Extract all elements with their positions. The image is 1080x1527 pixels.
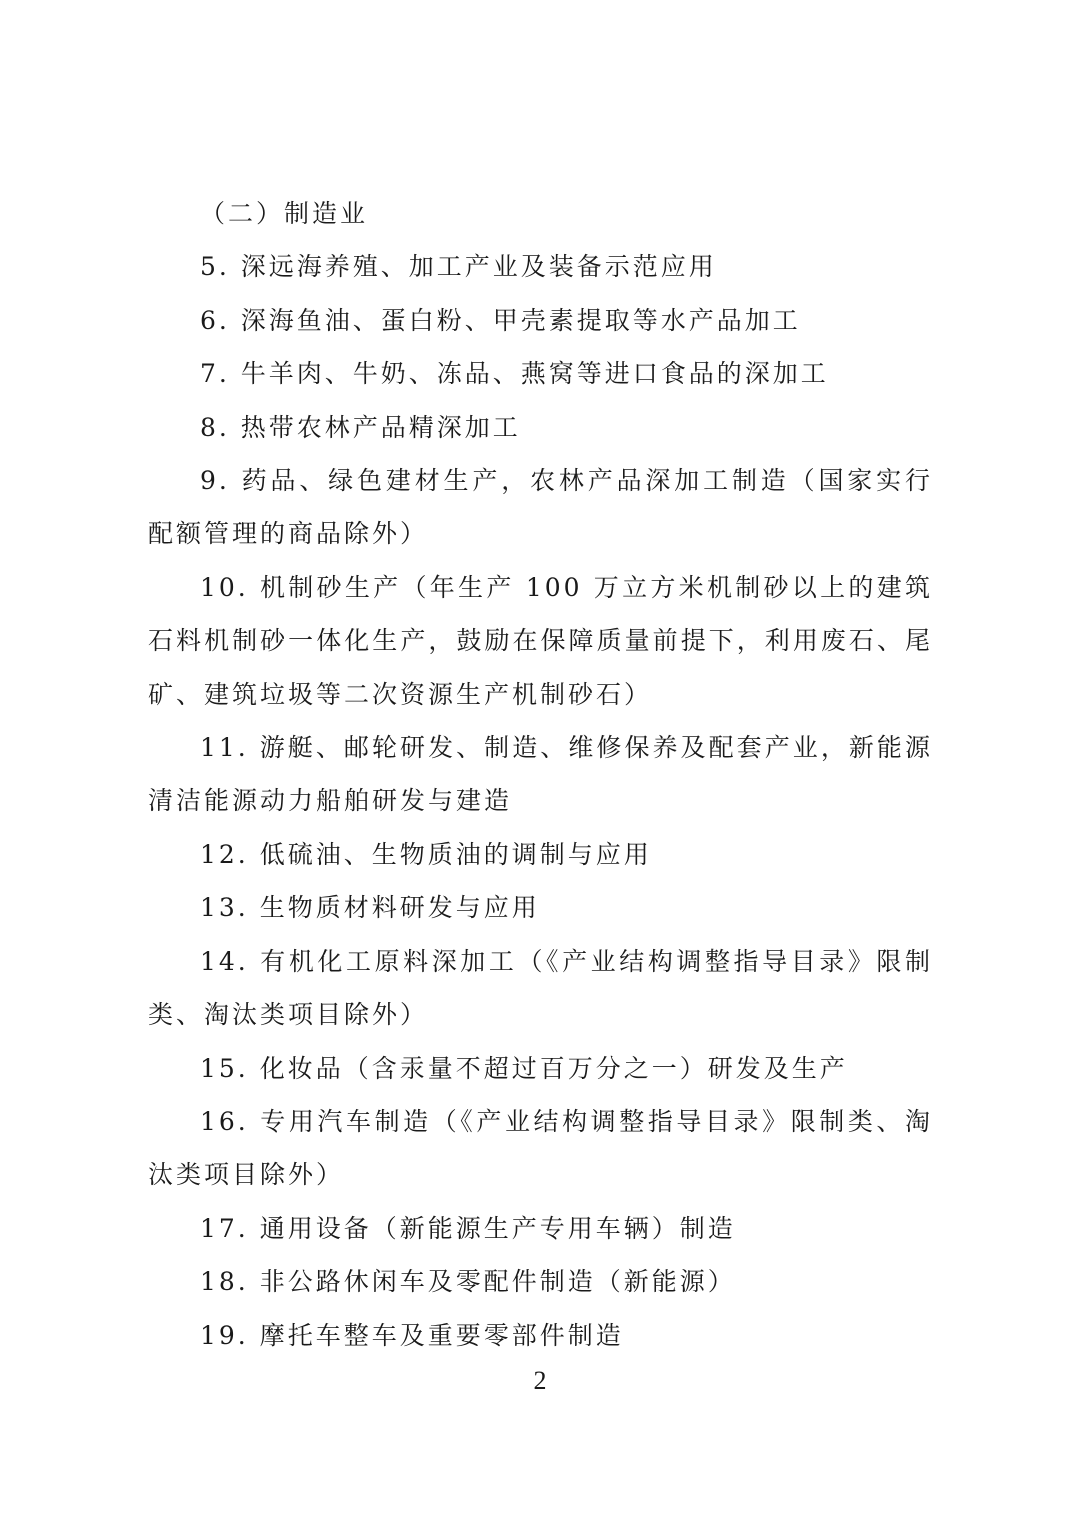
list-item-15: 15. 化妆品（含汞量不超过百万分之一）研发及生产 <box>200 1053 848 1083</box>
list-item-5: 5. 深远海养殖、加工产业及装备示范应用 <box>200 252 717 282</box>
document-body <box>148 187 933 1362</box>
list-item-7: 7. 牛羊肉、牛奶、冻品、燕窝等进口食品的深加工 <box>200 359 829 389</box>
list-item-8: 8. 热带农林产品精深加工 <box>200 412 521 442</box>
list-item-10: 10. 机制砂生产（年生产 100 万立方米机制砂以上的建筑石料机制砂一体化生产，鼓励在保障质量前提下，利用废石、尾矿、建筑垃圾等二次资源生产机制砂石） <box>148 572 933 709</box>
list-item-17: 17. 通用设备（新能源生产专用车辆）制造 <box>200 1213 736 1243</box>
list-item-16: 16. 专用汽车制造（《产业结构调整指导目录》限制类、淘汰类项目除外） <box>148 1106 933 1190</box>
list-item-11: 11. 游艇、邮轮研发、制造、维修保养及配套产业，新能源清洁能源动力船舶研发与建造 <box>148 733 933 816</box>
section-heading: （二）制造业 <box>200 199 369 228</box>
list-item-14: 14. 有机化工原料深加工（《产业结构调整指导目录》限制类、淘汰类项目除外） <box>148 946 933 1030</box>
list-item-9: 9. 药品、绿色建材生产，农林产品深加工制造（国家实行配额管理的商品除外） <box>148 466 933 549</box>
list-item-18: 18. 非公路休闲车及零配件制造（新能源） <box>200 1267 736 1297</box>
list-item-12: 12. 低硫油、生物质油的调制与应用 <box>200 839 652 869</box>
list-item-13: 13. 生物质材料研发与应用 <box>200 893 540 923</box>
list-item-19: 19. 摩托车整车及重要零部件制造 <box>200 1320 624 1350</box>
list-item-6: 6. 深海鱼油、蛋白粉、甲壳素提取等水产品加工 <box>200 305 801 335</box>
page-number: 2 <box>533 1366 547 1395</box>
